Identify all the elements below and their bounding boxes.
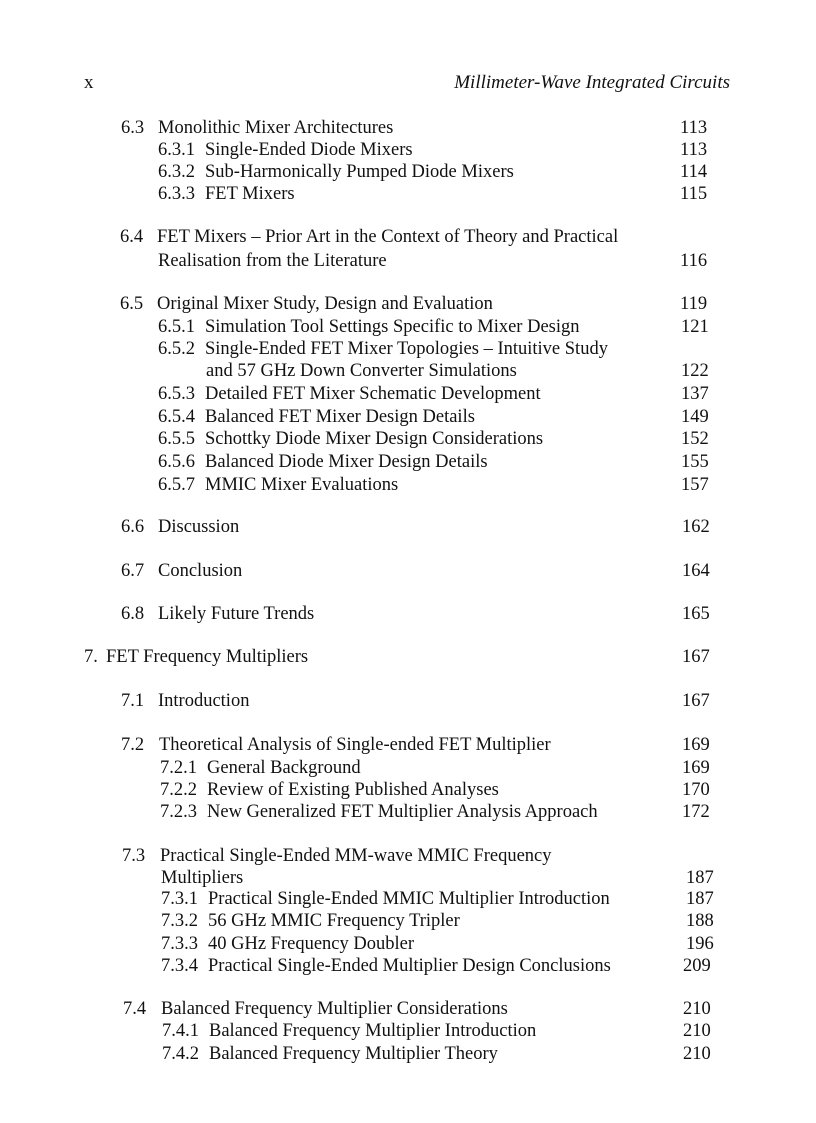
toc-entry-title: Multipliers [161,868,244,888]
toc-entry-title: Original Mixer Study, Design and Evaluation [157,294,493,314]
toc-entry-number: 6.5.2 [158,339,195,359]
toc-entry-number: 7.2 [121,735,145,755]
toc-entry-title: Balanced Frequency Multiplier Introduction [209,1021,537,1041]
toc-entry-page: 187 [686,889,714,909]
toc-entry-title: Balanced Frequency Multiplier Theory [209,1044,498,1064]
toc-entry-number: 7.2.2 [160,780,197,800]
toc-entry-page: 137 [681,384,709,404]
toc-entry-page: 119 [680,294,708,314]
toc-entry [160,757,361,779]
toc-entry-number: 6.5.1 [158,317,195,337]
toc-entry-title: Review of Existing Published Analyses [207,780,499,800]
toc-entry-title: Single-Ended FET Mixer Topologies – Intuitive Study [205,339,608,359]
toc-entry-page: 188 [686,911,714,931]
toc-entry [158,474,398,496]
toc-entry-title: 40 GHz Frequency Doubler [208,934,415,954]
toc-entry-page: 169 [682,735,710,755]
toc-entry-page: 167 [682,647,710,667]
toc-entry-page: 113 [680,118,708,138]
toc-entry [162,1020,536,1042]
toc-entry-title: Introduction [158,691,250,711]
toc-entry-title: Discussion [158,517,240,537]
toc-entry-number: 7.3.2 [161,911,198,931]
toc-entry-number: 7.4.2 [162,1044,199,1064]
toc-entry-number: 6.6 [121,517,145,537]
toc-entry-number: 6.5.7 [158,475,195,495]
toc-entry-title: FET Frequency Multipliers [106,647,309,667]
toc-entry-number: 6.5.4 [158,407,195,427]
toc-entry-number: 7.2.1 [160,758,197,778]
toc-entry-title: FET Mixers [205,184,295,204]
toc-entry-number: 6.5 [120,294,144,314]
toc-entry-title: Practical Single-Ended MMIC Multiplier Introduction [208,889,610,909]
toc-entry-page: 157 [681,475,709,495]
toc-entry-page: 162 [682,517,710,537]
toc-entry-number: 6.3.1 [158,140,195,160]
toc-entry [161,910,460,932]
toc-entry-number: 7.3.1 [161,889,198,909]
toc-entry-page: 187 [686,868,714,888]
toc-entry-page: 170 [682,780,710,800]
toc-entry [160,801,598,823]
toc-entry [121,560,242,582]
toc-entry-title: FET Mixers – Prior Art in the Context of Theory and Practical [157,227,619,247]
toc-entry-title: MMIC Mixer Evaluations [205,475,399,495]
toc-entry-number: 7.3 [122,846,146,866]
toc-entry [121,734,551,756]
toc-entry-number: 6.7 [121,561,145,581]
toc-entry-title: Monolithic Mixer Architectures [158,118,394,138]
toc-entry [158,316,580,338]
toc-entry-number: 7.4 [123,999,147,1019]
toc-entry-title: New Generalized FET Multiplier Analysis Approach [207,802,598,822]
toc-entry [161,933,414,955]
toc-entry-number: 7.4.1 [162,1021,199,1041]
toc-entry-title: Conclusion [158,561,243,581]
toc-entry-number: 6.5.6 [158,452,195,472]
toc-entry-page: 210 [683,1044,711,1064]
toc-entry-number: 7.2.3 [160,802,197,822]
toc-entry-title: Detailed FET Mixer Schematic Development [205,384,541,404]
toc-entry-number: 6.5.3 [158,384,195,404]
toc-entry-number: 7. [84,647,98,667]
toc-entry-title: Practical Single-Ended MM-wave MMIC Frequency [160,846,552,866]
toc-entry-page: 116 [680,251,708,271]
toc-entry-title: Theoretical Analysis of Single-ended FET Multiplier [159,735,551,755]
toc-entry-number: 7.1 [121,691,145,711]
toc-entry [161,888,610,910]
toc-entry-number: 7.3.3 [161,934,198,954]
toc-entry-page: 172 [682,802,710,822]
toc-entry-page: 113 [680,140,708,160]
toc-entry [158,406,475,428]
toc-entry-title: Single-Ended Diode Mixers [205,140,413,160]
toc-entry-page: 115 [680,184,708,204]
toc-entry-page: 209 [683,956,711,976]
toc-entry [121,516,239,538]
toc-entry [120,226,618,248]
toc-entry [158,183,295,205]
toc-entry [84,646,308,668]
toc-entry-page: 165 [682,604,710,624]
toc-entry [160,779,499,801]
toc-entry-page: 152 [681,429,709,449]
toc-entry [161,867,243,889]
toc-entry-page: 210 [683,1021,711,1041]
toc-entry-page: 149 [681,407,709,427]
toc-entry [161,955,611,977]
toc-entry-number: 6.4 [120,227,144,247]
toc-entry-title: and 57 GHz Down Converter Simulations [206,361,517,381]
toc-entry [206,360,517,382]
running-title: Millimeter-Wave Integrated Circuits [454,72,730,93]
toc-entry [158,338,608,360]
toc-entry [162,1043,498,1065]
toc-entry-title: Simulation Tool Settings Specific to Mixer Design [205,317,580,337]
toc-entry-title: 56 GHz MMIC Frequency Tripler [208,911,460,931]
page-number: x [84,72,94,93]
toc-entry [158,428,543,450]
toc-entry-title: Sub-Harmonically Pumped Diode Mixers [205,162,514,182]
toc-entry-page: 167 [682,691,710,711]
toc-entry-page: 122 [681,361,709,381]
toc-entry-page: 169 [682,758,710,778]
toc-entry [120,293,493,315]
toc-entry-number: 6.5.5 [158,429,195,449]
toc-entry [121,603,314,625]
toc-entry-title: General Background [207,758,361,778]
toc-entry-title: Balanced FET Mixer Design Details [205,407,475,427]
toc-entry-title: Balanced Diode Mixer Design Details [205,452,488,472]
toc-entry [158,451,488,473]
toc-entry-page: 114 [680,162,708,182]
toc-entry-page: 164 [682,561,710,581]
toc-entry-number: 7.3.4 [161,956,198,976]
toc-entry-title: Balanced Frequency Multiplier Considerations [161,999,508,1019]
toc-entry [158,383,541,405]
toc-entry [121,117,393,139]
toc-entry [158,161,514,183]
toc-entry-page: 155 [681,452,709,472]
toc-entry-title: Schottky Diode Mixer Design Considerations [205,429,544,449]
toc-entry [121,690,249,712]
toc-entry-title: Realisation from the Literature [158,251,387,271]
toc-entry-title: Likely Future Trends [158,604,315,624]
toc-entry [123,998,508,1020]
toc-entry-page: 121 [681,317,709,337]
toc-entry-number: 6.3 [121,118,145,138]
toc-entry-page: 196 [686,934,714,954]
toc-entry-page: 210 [683,999,711,1019]
toc-entry-number: 6.3.2 [158,162,195,182]
toc-entry-title: Practical Single-Ended Multiplier Design Conclusions [208,956,611,976]
toc-entry-number: 6.8 [121,604,145,624]
toc-entry [158,250,387,272]
toc-entry-number: 6.3.3 [158,184,195,204]
toc-entry [122,845,552,867]
toc-entry [158,139,413,161]
